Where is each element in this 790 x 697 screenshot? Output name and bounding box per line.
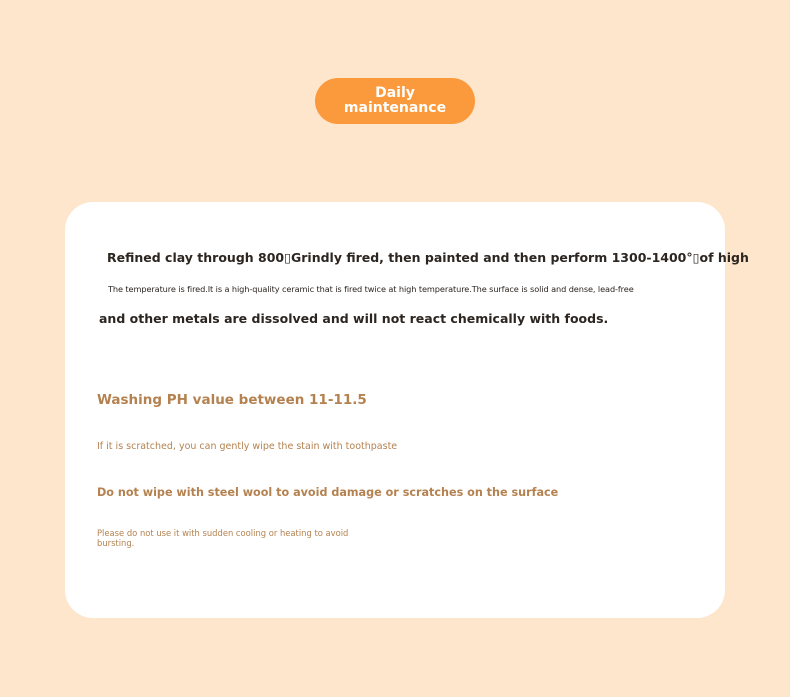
tip-toothpaste: If it is scratched, you can gently wipe the stain with toothpaste [97,441,398,452]
section-title-badge [315,78,475,124]
intro-line-3: and other metals are dissolved and will not react chemically with foods. [99,311,609,326]
intro-line-1: Refined clay through 800▯Grindly fired, then painted and then perform 1300-1400°▯of high [107,250,749,265]
section-title: Daily maintenance [343,85,447,116]
intro-line-2: The temperature is fired.It is a high-quality ceramic that is fired twice at high temperature.The surface is solid and dense, lead-free [108,284,634,294]
info-card [65,202,749,618]
tip-ph-value: Washing PH value between 11-11.5 [97,392,367,408]
tip-steel-wool: Do not wipe with steel wool to avoid damage or scratches on the surface [97,486,559,499]
tip-temperature: Please do not use it with sudden cooling or heating to avoid bursting. [97,528,349,548]
